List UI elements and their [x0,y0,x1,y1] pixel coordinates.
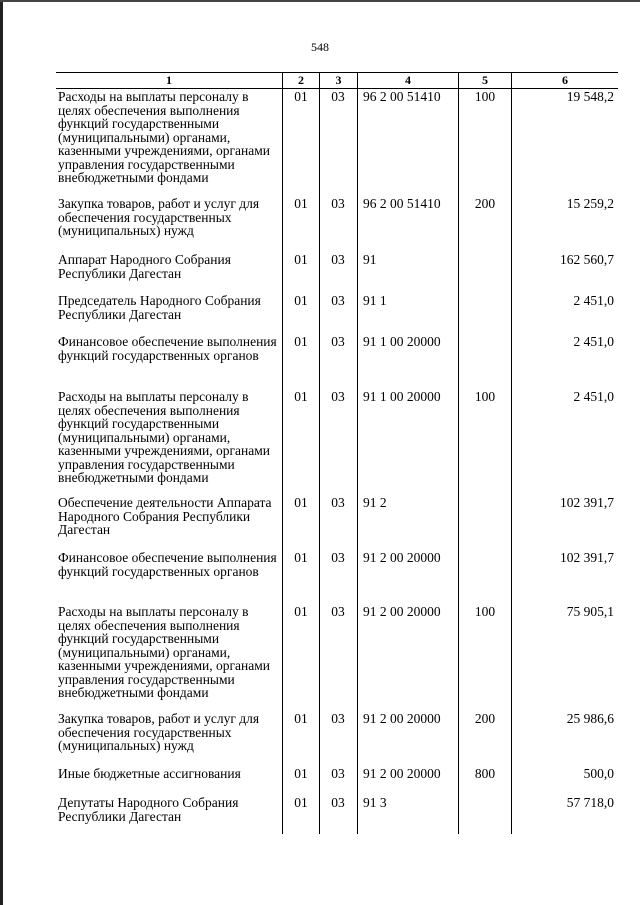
page-number: 548 [311,40,329,54]
row-section: 01 [294,495,308,510]
row-target-article: 91 2 00 20000 [363,766,441,781]
row-name: Аппарат Народного Собрания Республики Дагестан [58,252,231,281]
row-section: 01 [294,196,308,211]
scan-edge [0,0,3,905]
row-amount: 75 905,1 [566,604,614,619]
row-subsection: 03 [331,604,345,619]
row-section: 01 [294,334,308,349]
row-amount: 2 451,0 [573,389,614,404]
row-target-article: 91 2 00 20000 [363,711,441,726]
row-amount: 2 451,0 [573,293,614,308]
header-col-1: 1 [166,73,172,87]
row-amount: 162 560,7 [560,252,614,267]
row-subsection: 03 [331,196,345,211]
header-col-4: 4 [405,73,411,87]
row-subsection: 03 [331,89,345,104]
row-subsection: 03 [331,389,345,404]
row-amount: 2 451,0 [573,334,614,349]
row-target-article: 96 2 00 51410 [363,196,441,211]
row-amount: 15 259,2 [566,196,614,211]
header-col-2: 2 [298,73,304,87]
row-expense-type: 800 [474,766,496,781]
row-target-article: 91 1 [363,293,387,308]
row-name: Финансовое обеспечение выполнения функций государственных органов [58,334,277,363]
row-amount: 102 391,7 [560,495,614,510]
row-target-article: 91 2 [363,495,387,510]
row-section: 01 [294,711,308,726]
row-section: 01 [294,293,308,308]
scan-edge-top [0,0,640,2]
row-name: Иные бюджетные ассигнования [58,766,241,781]
row-name: Расходы на выплаты персоналу в целях обеспечения выполнения функций государственными (муниципальными) органами, казенными учреждениями, органами управления государственными внебюджетными фондами [58,389,270,485]
row-target-article: 91 1 00 20000 [363,334,441,349]
row-section: 01 [294,604,308,619]
row-expense-type: 100 [474,389,496,404]
row-expense-type: 200 [474,711,496,726]
column-divider [282,72,283,834]
row-name: Председатель Народного Собрания Республики Дагестан [58,293,261,322]
row-section: 01 [294,89,308,104]
row-subsection: 03 [331,293,345,308]
row-subsection: 03 [331,334,345,349]
row-target-article: 91 3 [363,795,387,810]
row-name: Закупка товаров, работ и услуг для обеспечения государственных (муниципальных) нужд [58,711,260,753]
row-subsection: 03 [331,550,345,565]
row-section: 01 [294,766,308,781]
header-col-5: 5 [482,73,488,87]
row-subsection: 03 [331,711,345,726]
header-col-6: 6 [562,73,568,87]
row-expense-type: 100 [474,89,496,104]
row-expense-type: 100 [474,604,496,619]
row-subsection: 03 [331,495,345,510]
row-name: Расходы на выплаты персоналу в целях обеспечения выполнения функций государственными (муниципальными) органами, казенными учреждениями, органами управления государственными внебюджетными фондами [58,89,270,185]
row-section: 01 [294,389,308,404]
column-divider [357,72,358,834]
budget-table [56,72,618,834]
row-subsection: 03 [331,252,345,267]
row-name: Расходы на выплаты персоналу в целях обеспечения выполнения функций государственными (муниципальными) органами, казенными учреждениями, органами управления государственными внебюджетными фондами [58,604,270,700]
row-amount: 25 986,6 [566,711,614,726]
row-target-article: 91 2 00 20000 [363,604,441,619]
row-section: 01 [294,252,308,267]
row-expense-type: 200 [474,196,496,211]
row-subsection: 03 [331,766,345,781]
row-target-article: 96 2 00 51410 [363,89,441,104]
row-section: 01 [294,550,308,565]
row-amount: 57 718,0 [566,795,614,810]
row-target-article: 91 [363,252,377,267]
row-amount: 102 391,7 [560,550,614,565]
row-name: Обеспечение деятельности Аппарата Народного Собрания Республики Дагестан [58,495,272,537]
row-section: 01 [294,795,308,810]
row-subsection: 03 [331,795,345,810]
row-target-article: 91 2 00 20000 [363,550,441,565]
row-name: Финансовое обеспечение выполнения функций государственных органов [58,550,277,579]
header-col-3: 3 [335,73,342,87]
row-amount: 19 548,2 [566,89,614,104]
row-amount: 500,0 [583,766,614,781]
row-name: Депутаты Народного Собрания Республики Дагестан [58,795,239,824]
row-target-article: 91 1 00 20000 [363,389,441,404]
row-name: Закупка товаров, работ и услуг для обеспечения государственных (муниципальных) нужд [58,196,260,238]
